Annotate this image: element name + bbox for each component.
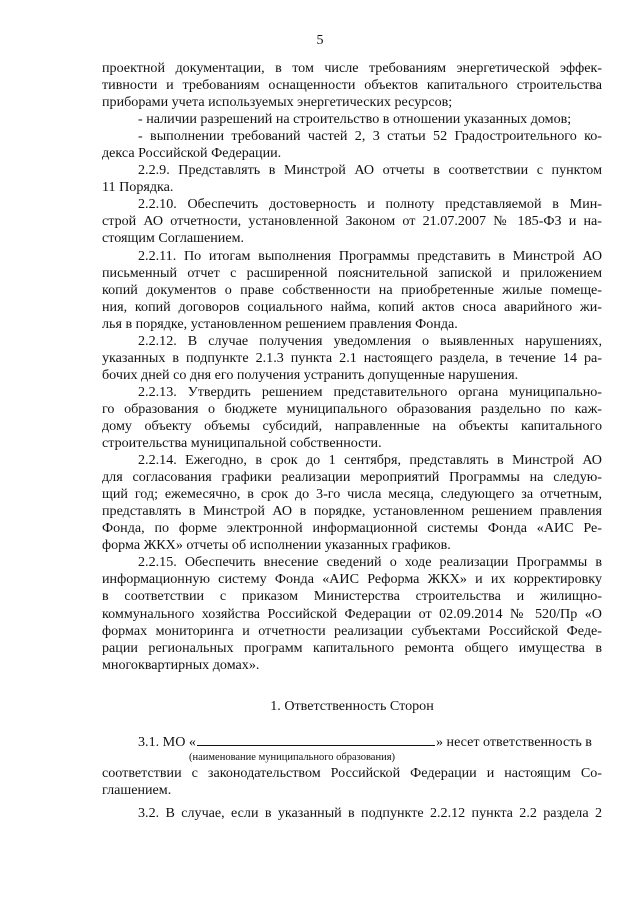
- text-line: 2.2.11. По итогам выполнения Программы представить в Минстрой АО: [138, 247, 602, 264]
- text-line: Фонда, по форме электронной информационной системы Фонда «АИС Ре-: [102, 520, 602, 537]
- text-line: 11 Порядка.: [102, 179, 174, 196]
- paragraph-continuation: [102, 60, 602, 111]
- clause-prefix: 3.1. МО «: [138, 733, 196, 750]
- text-line: глашением.: [102, 781, 172, 798]
- municipality-name-blank: [197, 733, 435, 746]
- clause-2-2-11: [102, 248, 602, 333]
- text-line: - наличии разрешений на строительство в отношении указанных домов;: [138, 111, 572, 128]
- blank-caption: (наименование муниципального образования): [189, 751, 396, 763]
- text-line: лья в порядке, установленном решением правления Фонда.: [102, 315, 458, 332]
- text-line: декса Российской Федерации.: [102, 145, 282, 162]
- text-line: [102, 733, 602, 751]
- text-line: приборами учета используемых энергетических ресурсов;: [102, 94, 453, 111]
- text-line: представлять в Минстрой АО в порядке, установленном решением правления: [102, 503, 602, 520]
- text-line: - выполнении требований частей 2, 3 статьи 52 Градостроительного ко-: [138, 128, 602, 145]
- text-line: 2.2.9. Представлять в Минстрой АО отчеты в соответствии с пунктом: [138, 162, 602, 179]
- clause-suffix: » несет ответственность в: [435, 733, 592, 750]
- text-line: для согласования графики реализации мероприятий Программы на следую-: [102, 469, 602, 486]
- clause-2-2-12: [102, 333, 602, 384]
- clause-3-1: [102, 733, 602, 799]
- text-line: информационную систему Фонда «АИС Реформа ЖКХ» и их корректировку: [102, 571, 602, 588]
- text-line: соответствии с законодательством Российской Федерации и настоящим Со-: [102, 764, 602, 781]
- document-body: [102, 60, 602, 822]
- text-line: тивности и требованиям оснащенности объектов капитального строительства: [102, 77, 602, 94]
- text-line: формах мониторинга и отчетности реализации субъектами Российской Феде-: [102, 622, 602, 639]
- clause-2-2-15: [102, 554, 602, 673]
- text-line: бочих дней со дня его получения устранить допущенные нарушения.: [102, 366, 519, 383]
- text-line: проектной документации, в том числе требованиям энергетической эффек-: [102, 60, 602, 76]
- text-line: го образования о бюджете муниципального образования раздельно по каж-: [102, 400, 602, 417]
- clause-3-2: [102, 805, 602, 822]
- clause-2-2-14: [102, 452, 602, 554]
- text-line: письменный отчет с расширенной пояснительной запиской и приложением: [102, 264, 602, 281]
- text-line: коммунального хозяйства Российской Федерации от 02.09.2014 № 520/Пр «О: [102, 605, 602, 622]
- text-line: в соответствии с приказом Министерства строительства и жилищно-: [102, 588, 602, 605]
- text-line: рации региональных программ капитального ремонта общего имущества в: [102, 639, 602, 656]
- text-line: ния, копий договоров социального найма, копий актов сноса аварийного жи-: [102, 298, 602, 315]
- text-line: строй АО отчетности, установленной Законом от 21.07.2007 № 185-ФЗ и на-: [102, 213, 602, 230]
- text-line: 2.2.13. Утвердить решением представительного органа муниципально-: [138, 383, 602, 400]
- text-line: 3.2. В случае, если в указанный в подпункте 2.2.12 пункта 2.2 раздела 2: [138, 804, 602, 821]
- text-line: 2.2.12. В случае получения уведомления о выявленных нарушениях,: [138, 332, 602, 349]
- clause-2-2-9: [102, 162, 602, 196]
- section-heading: 1. Ответственность Сторон: [270, 697, 434, 714]
- clause-2-2-10: [102, 196, 602, 247]
- text-line: стоящим Соглашением.: [102, 230, 245, 247]
- text-line: 2.2.10. Обеспечить достоверность и полноту представляемой в Мин-: [138, 196, 602, 213]
- text-line: копий документов о праве собственности на приобретенные жилые помеще-: [102, 281, 602, 298]
- text-line: форма ЖКХ» отчеты об исполнении указанных графиков.: [102, 537, 451, 554]
- clause-2-2-13: [102, 384, 602, 452]
- page-number: 5: [316, 33, 324, 48]
- text-line: указанных в подпункте 2.1.3 пункта 2.1 настоящего раздела, в течение 14 ра-: [102, 349, 602, 366]
- text-line: многоквартирных домах».: [102, 656, 260, 673]
- list-item-permits: [102, 111, 602, 128]
- text-line: 2.2.15. Обеспечить внесение сведений о ходе реализации Программы в: [138, 554, 602, 571]
- text-line: дому объекту объемы субсидий, направленные на объекты капитального: [102, 417, 602, 434]
- text-line: 2.2.14. Ежегодно, в срок до 1 сентября, представлять в Минстрой АО: [138, 452, 602, 469]
- text-line: щий год; ежемесячно, в срок до 3-го числа месяца, следующего за отчетным,: [102, 486, 602, 503]
- text-line: строительства муниципальной собственности.: [102, 435, 382, 452]
- list-item-requirements: [102, 128, 602, 162]
